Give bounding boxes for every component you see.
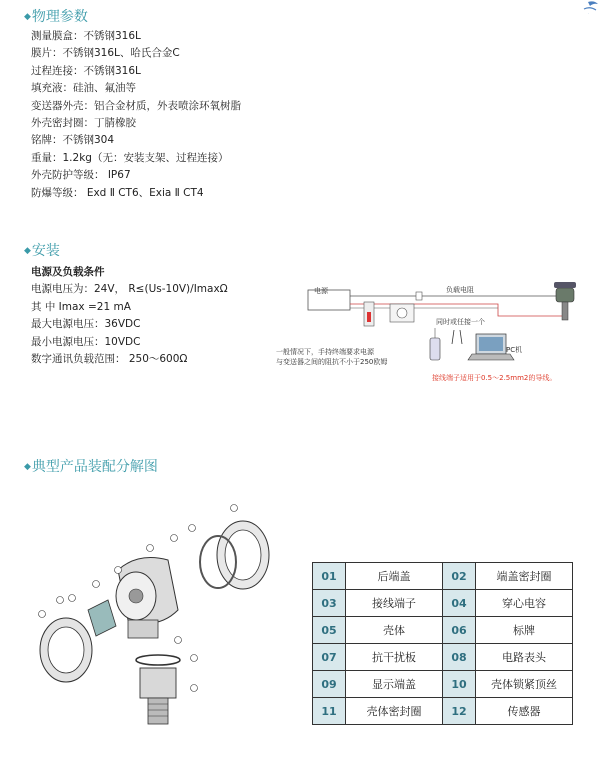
meter-bar	[367, 312, 371, 322]
part-name: 壳体锁紧顶丝	[476, 671, 573, 698]
part-name: 电路表头	[476, 644, 573, 671]
install-line: 最小电源电压：10VDC	[31, 335, 141, 348]
part-number: 06	[443, 617, 476, 644]
transmitter-icon	[554, 282, 576, 320]
part-number: 10	[443, 671, 476, 698]
param-line: 铭牌：不锈钢304	[31, 134, 115, 147]
part-number: 07	[313, 644, 346, 671]
table-row	[313, 644, 573, 671]
param-line: 外壳防护等级： IP67	[31, 169, 131, 182]
power-label: 电源	[314, 287, 328, 295]
param-line: 外壳密封圈：丁腈橡胶	[31, 117, 136, 130]
part-number: 08	[443, 644, 476, 671]
part-name: 壳体	[346, 617, 443, 644]
part-number: 01	[313, 563, 346, 590]
part-name: 端盖密封圈	[476, 563, 573, 590]
display-cover-icon	[40, 618, 92, 682]
param-line: 变送器外壳：铝合金材质，外表喷涂环氧树脂	[31, 99, 241, 112]
pc-label: PC机	[506, 346, 523, 354]
part-name: 接线端子	[346, 590, 443, 617]
note-line1: 一般情况下，手持终端要求电源	[276, 348, 374, 356]
part-name: 后端盖	[346, 563, 443, 590]
handheld-terminal-icon	[430, 328, 440, 360]
table-row	[313, 671, 573, 698]
brand-logo	[574, 0, 600, 14]
rear-cover-icon	[217, 521, 269, 589]
section-title-assembly: ◆典型产品装配分解图	[24, 459, 158, 475]
install-line: 其 中 Imax =21 mA	[31, 300, 131, 313]
svg-text:.: .	[588, 10, 589, 14]
section-title-physical: ◆物理参数	[24, 9, 88, 25]
part-number: 12	[443, 698, 476, 725]
part-name: 显示端盖	[346, 671, 443, 698]
bullet-icon: ◆	[24, 462, 31, 472]
install-subtitle: 电源及负载条件	[31, 266, 105, 278]
part-number: 03	[313, 590, 346, 617]
part-name: 标牌	[476, 617, 573, 644]
table-row	[313, 617, 573, 644]
sensor-icon	[136, 655, 180, 724]
param-line: 膜片：不锈钢316L、哈氏合金C	[31, 47, 180, 60]
part-name: 壳体密封圈	[346, 698, 443, 725]
parts-table	[312, 562, 573, 725]
param-line: 过程连接：不锈钢316L	[31, 64, 141, 77]
install-conditions	[31, 264, 228, 368]
part-name: 穿心电容	[476, 590, 573, 617]
probe-icon	[452, 330, 462, 344]
install-line: 数字通讯负载范围： 250～600Ω	[31, 353, 188, 366]
param-line: 防爆等级： Exd Ⅱ CT6、Exia Ⅱ CT4	[31, 186, 204, 199]
exploded-view-illustration	[28, 500, 278, 730]
table-row	[313, 590, 573, 617]
note-red: 接线端子适用于0.5～2.5mm2的导线。	[432, 374, 557, 382]
table-row	[313, 698, 573, 725]
install-line: 最大电源电压：36VDC	[31, 318, 141, 331]
resistor-symbol	[416, 292, 422, 300]
param-line: 重量：1.2kg（无：安装支架、过程连接）	[31, 151, 229, 164]
circuit-board-icon	[88, 600, 116, 636]
param-line: 填充液：硅油、氟油等	[31, 82, 136, 95]
part-name: 抗干扰板	[346, 644, 443, 671]
section-title-install: ◆安装	[24, 243, 60, 259]
wire-red	[350, 304, 568, 316]
housing-icon	[116, 558, 178, 638]
bullet-icon: ◆	[24, 12, 31, 22]
load-label: 负载电阻	[446, 286, 474, 294]
wiring-diagram	[268, 282, 583, 388]
indicator-dial	[397, 308, 407, 318]
param-line: 测量膜盒：不锈钢316L	[31, 30, 141, 42]
table-row	[313, 563, 573, 590]
physical-params-list	[31, 28, 241, 202]
connect-label: 同时或任接一个	[436, 318, 485, 326]
part-number: 05	[313, 617, 346, 644]
part-number: 11	[313, 698, 346, 725]
part-number: 02	[443, 563, 476, 590]
part-number: 09	[313, 671, 346, 698]
note-line2: 与变送器之间的阻抗不小于250欧姆	[276, 358, 388, 366]
part-number: 04	[443, 590, 476, 617]
bullet-icon: ◆	[24, 246, 31, 256]
install-line: 电源电压为：24V， R≤(Us-10V)/ImaxΩ	[31, 283, 228, 296]
part-name: 传感器	[476, 698, 573, 725]
